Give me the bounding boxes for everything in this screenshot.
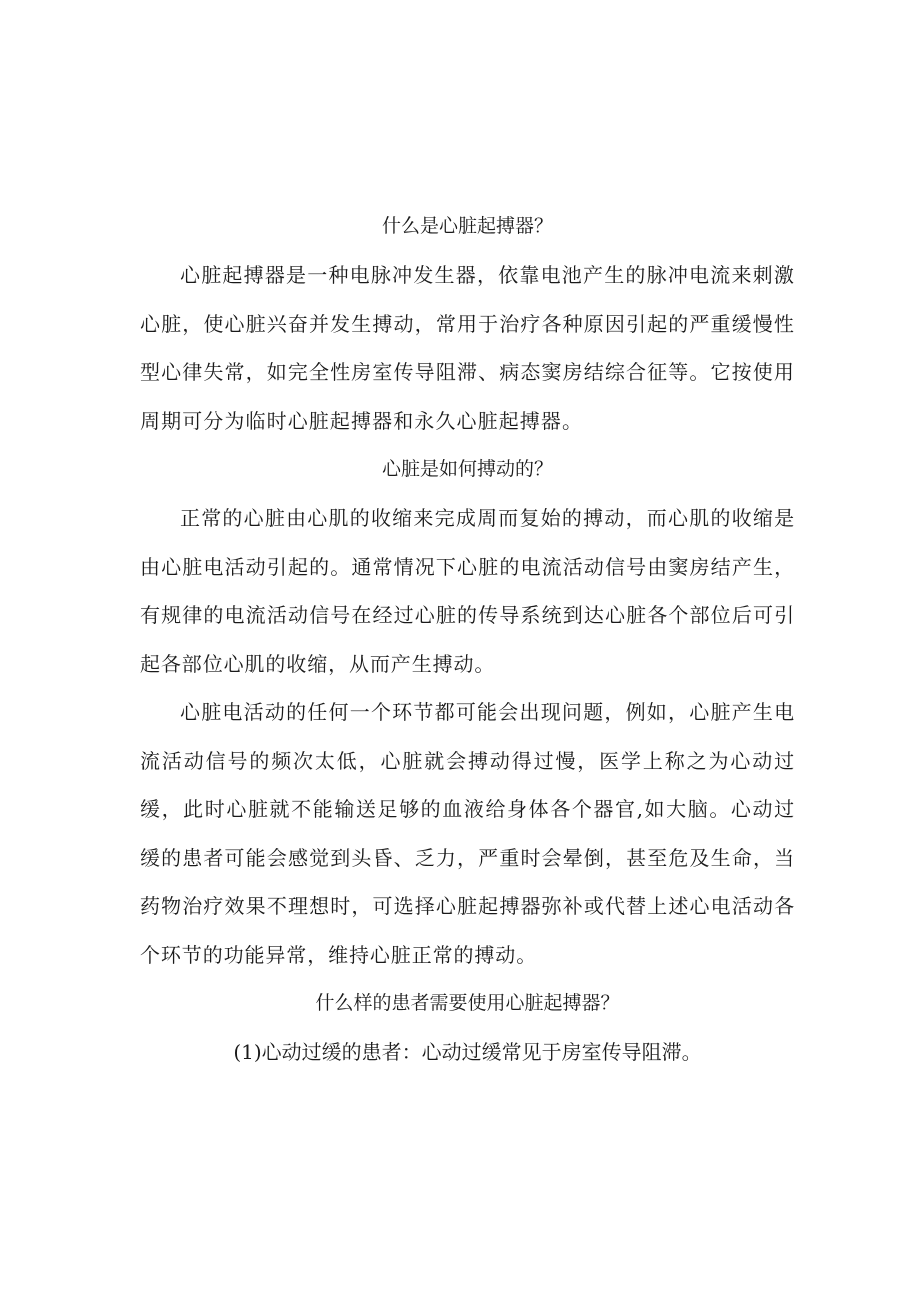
section-heading-heart-beat: 心脏是如何搏动的？: [381, 458, 553, 480]
paragraph-bradycardia: 心脏电活动的任何一个环节都可能会出现问题，例如，心脏产生电流活动信号的频次太低，心脏就会搏动得过慢，医学上称之为心动过缓，此时心脏就不能输送足够的血液给身体各个器官,如大脑。心动过缓的患者可能会感觉到头昏、乏力，严重时会晕倒，甚至危及生命，当药物治疗效果不理想时，可选择心脏起搏器弥补或代替上述心电活动各个环节的功能异常，维持心脏正常的搏动。: [140, 700, 795, 967]
section-heading-who-needs-pacemaker: 什么样的患者需要使用心脏起搏器？: [315, 992, 620, 1014]
paragraph-pacemaker-definition: 心脏起搏器是一种电脉冲发生器，依靠电池产生的脉冲电流来刺激心脏，使心脏兴奋并发生搏动，常用于治疗各种原因引起的严重缓慢性型心律失常，如完全性房室传导阻滞、病态窦房结综合征等。它按使用周期可分为临时心脏起搏器和永久心脏起搏器。: [140, 263, 795, 433]
paragraph-heart-contraction: 正常的心脏由心肌的收缩来完成周而复始的搏动，而心肌的收缩是由心脏电活动引起的。通常情况下心脏的电流活动信号由窦房结产生，有规律的电流活动信号在经过心脏的传导系统到达心脏各个部位后可引起各部位心肌的收缩，从而产生搏动。: [140, 506, 795, 676]
section-heading-pacemaker-definition: 什么是心脏起搏器？: [381, 215, 553, 237]
document-body: [140, 202, 795, 1077]
list-item-bradycardia-patients: (1)心动过缓的患者：心动过缓常见于房室传导阻滞。: [233, 1040, 702, 1064]
